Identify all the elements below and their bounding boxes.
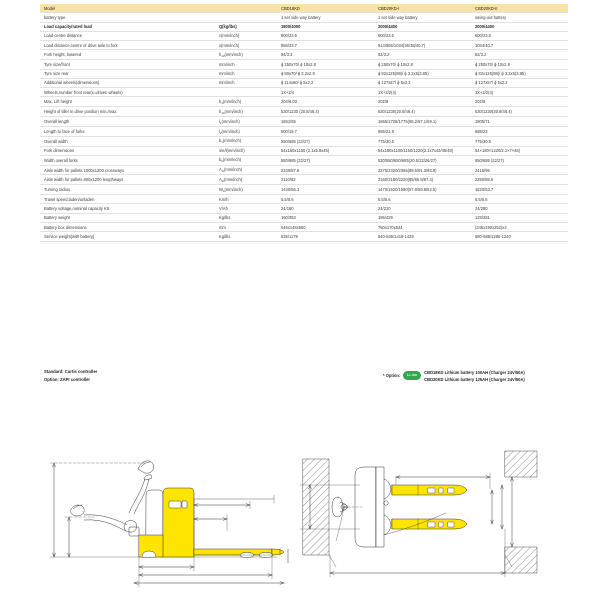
cell-cbd18kd: 600/23.6: [277, 31, 374, 40]
row-unit: $A_{st}(mm/inch)$: [215, 165, 277, 175]
row-label: Height of tiller in drive position min./max.: [40, 107, 215, 117]
cell-cbd18kd: 204/8.03: [277, 97, 374, 107]
option-controller-line: Option: ZAPI controller: [44, 376, 91, 382]
row-unit: $W_a(mm/inch)$: [215, 185, 277, 195]
row-unit: $h_{13}(mm/inch)$: [215, 50, 277, 60]
cell-cbd20kd-i: 520/550/650/685(20.5/22/26/27): [374, 155, 471, 165]
option-label: * Option:: [383, 373, 401, 378]
cell-cbd18kd: 1X+2/4: [277, 88, 374, 97]
table-row: [40, 31, 568, 40]
cell-cbd20kd-i: 600/23.6: [374, 31, 471, 40]
cell-cbd20kd-ii: 580-585/1285-1240: [471, 232, 568, 241]
cell-cbd20kd-ii: (245x190x252)x4: [471, 222, 568, 231]
row-unit: $l_1(mm/inch)$: [215, 117, 277, 127]
cell-cbd20kd-i: 2275/2320/2365(89.5/91.3/93.8): [374, 165, 471, 175]
cell-cbd18kd: 84/3.3: [277, 50, 374, 60]
table-row: [40, 165, 568, 175]
cell-cbd20kd-i: 195/429: [374, 213, 471, 222]
cell-cbd20kd-ii: 54×180×1220/2.1×7×48): [471, 146, 568, 155]
row-unit: $A_{st}(mm/inch)$: [215, 175, 277, 185]
cell-cbd18kd: 160/353: [277, 213, 374, 222]
row-label: Load capacity/rated load: [40, 22, 215, 31]
row-unit: [215, 88, 277, 97]
row-label: Battery box dimensions: [40, 222, 215, 231]
row-unit: V/Ah: [215, 204, 277, 213]
table-row: [40, 213, 568, 222]
row-label: Fork height, lowered: [40, 50, 215, 60]
cell-cbd18kd: 1430/56.3: [277, 185, 374, 195]
table-row: [40, 232, 568, 241]
cell-cbd20kd-i: 2160/2180/2220(85/85.8/87.4): [374, 175, 471, 185]
cell-cbd20kd-ii: 202/8: [471, 97, 568, 107]
cell-cbd20kd-i: 555/21.9: [374, 126, 471, 136]
cell-cbd20kd-ii: 1034/40.7: [471, 41, 568, 50]
cell-cbd20kd-i: 530/1230(20.8/48.4): [374, 107, 471, 117]
row-unit: mm/inch: [215, 60, 277, 69]
side-view-drawing: [22, 445, 322, 595]
cell-cbd18kd: 535/1179: [277, 232, 374, 241]
cell-cbd20kd-ii: 2250/88.5: [471, 175, 568, 185]
col-header-cbd18kd: CBD18KD: [277, 4, 374, 13]
cell-cbd20kd-i: 24/210: [374, 204, 471, 213]
cell-cbd20kd-ii: 530/1230(20.8/48.4): [471, 107, 568, 117]
cell-cbd20kd-i: 1470/1520/1590(57.8/59.8/62.5): [374, 185, 471, 195]
row-unit: Kg/lbs: [215, 232, 277, 241]
table-header-row: [40, 4, 568, 13]
cell-cbd18kd: ϕ 250x70/ ϕ 10x2.8: [277, 60, 374, 69]
cell-cbd18kd: ϕ 114x60/ ϕ 5x2.2: [277, 78, 374, 87]
row-label: Travel speed,laden/unladen: [40, 195, 215, 204]
cell-cbd20kd-i: 202/8: [374, 97, 471, 107]
cell-cbd18kd: 5.5/5.6: [277, 195, 374, 204]
cell-cbd20kd-i: 5.5/5.6: [374, 195, 471, 204]
row-label: Battery weight: [40, 213, 215, 222]
cell-cbd18kd: ϕ 80x70/ ϕ 3.2x2.8: [277, 69, 374, 78]
cell-cbd20kd-i: 750x170x534: [374, 222, 471, 231]
row-label: Load distance,centre of drive axle to fork: [40, 41, 215, 50]
cell-cbd18kd: 856/33.7: [277, 41, 374, 50]
cell-cbd20kd-i: 54x180x1100/1150/1220(2.1x7x43/45/48): [374, 146, 471, 155]
col-header-cbd20kd-i: CBD20KD-I: [374, 4, 471, 13]
controller-note: [44, 368, 97, 384]
side-view-svg: [22, 445, 322, 595]
row-label: Battery voltage,nominal capacity K5: [40, 204, 215, 213]
cell-cbd18kd: 1651/65: [277, 117, 374, 127]
table-row: [40, 155, 568, 165]
table-header: [40, 4, 568, 13]
cell-cbd20kd-i: 1X+2/2(4): [374, 88, 471, 97]
battery-option-lines: [424, 369, 525, 383]
table-body: [40, 13, 568, 241]
row-label: Additional wheels(dimensions): [40, 78, 215, 87]
row-unit: $b_1(mm/inch)$: [215, 136, 277, 146]
table-row: [40, 88, 568, 97]
table-row: [40, 204, 568, 213]
cell-cbd20kd-ii: 128/281: [471, 213, 568, 222]
cell-cbd20kd-ii: swing-out battery: [471, 13, 568, 22]
row-label: Wheels,number front rear(x=driven wheels): [40, 88, 215, 97]
cell-cbd20kd-ii: ϕ 250x70/ ϕ 10x2.8: [471, 60, 568, 69]
row-label: Length to face of forks: [40, 126, 215, 136]
cell-cbd18kd: 645x148x560: [277, 222, 374, 231]
table-row: [40, 136, 568, 146]
row-unit: x(mm/inch): [215, 41, 277, 50]
top-view-drawing: [300, 445, 600, 595]
row-label: Tyre size rear: [40, 69, 215, 78]
table-row: [40, 107, 568, 117]
row-unit: Km/h: [215, 195, 277, 204]
cell-cbd18kd: 24/180: [277, 204, 374, 213]
cell-cbd20kd-ii: 82/3.2: [471, 50, 568, 60]
table-row: [40, 146, 568, 155]
cell-cbd20kd-ii: 1X+2/2(4): [471, 88, 568, 97]
row-label: battery type: [40, 13, 215, 22]
col-header-cbd20kd-ii: CBD20KD-II: [471, 4, 568, 13]
row-unit: Kg/lbs: [215, 213, 277, 222]
row-unit: $h_3(mm/inch)$: [215, 97, 277, 107]
cell-cbd20kd-i: 775/30.5: [374, 136, 471, 146]
table-row: [40, 222, 568, 231]
li-ion-badge: Li-ion: [403, 371, 421, 380]
col-header-model: Model: [40, 4, 215, 13]
cell-cbd18kd: 54x150x1150 (2.1x5.9x45): [277, 146, 374, 155]
cell-cbd20kd-i: 1 set side way battery: [374, 13, 471, 22]
table-row: [40, 97, 568, 107]
row-label: Load centre distance: [40, 31, 215, 40]
cell-cbd20kd-i: ϕ 127x57/ ϕ 5x2.2: [374, 78, 471, 87]
row-label: Turning radius: [40, 185, 215, 195]
row-unit: $l_2(mm/inch)$: [215, 126, 277, 136]
cell-cbd18kd: 530/1230 (20.8/48.4): [277, 107, 374, 117]
table-row: [40, 60, 568, 69]
cell-cbd20kd-ii: 24/280: [471, 204, 568, 213]
cell-cbd20kd-ii: 2000/4400: [471, 22, 568, 31]
cell-cbd20kd-i: ϕ 82x125(98)/ ϕ 3.2x5(3.85): [374, 69, 471, 78]
specification-table: [40, 4, 568, 242]
row-unit: mm/inch: [215, 69, 277, 78]
cell-cbd20kd-i: ϕ 250x70/ ϕ 10x2.8: [374, 60, 471, 69]
row-label: Aisle width for pallets 800x1200 lengthways: [40, 175, 215, 185]
col-header-unit: [215, 4, 277, 13]
cell-cbd20kd-ii: 775/30.5: [471, 136, 568, 146]
table-row: [40, 50, 568, 60]
table-row: [40, 13, 568, 22]
row-label: Tyre size/front: [40, 60, 215, 69]
cell-cbd20kd-ii: ϕ 127x57/ ϕ 5x2.2: [471, 78, 568, 87]
cell-cbd18kd: 1800/4000: [277, 22, 374, 31]
standard-controller-line: Standard: Curtis controller: [44, 369, 98, 374]
cell-cbd20kd-ii: ϕ 82x125(98)/ ϕ 3.2x5(3.85): [471, 69, 568, 78]
row-label: Overall width: [40, 136, 215, 146]
cell-cbd18kd: 500/19.7: [277, 126, 374, 136]
row-unit: s/e/l(mm/inch): [215, 146, 277, 155]
lithium-battery-option-note: [383, 369, 525, 383]
table-row: [40, 195, 568, 204]
table-row: [40, 69, 568, 78]
battery-option-line-2: CBD20KD Lithium battery 125AH (Charger 24V/50A): [424, 377, 525, 383]
cell-cbd20kd-ii: 585/23: [471, 126, 568, 136]
row-unit: $h_{14}(mm/inch)$: [215, 107, 277, 117]
row-unit: [215, 13, 277, 22]
table-row: [40, 78, 568, 87]
row-label: Service weight(with battery): [40, 232, 215, 241]
table-row: [40, 41, 568, 50]
row-unit: $b_5(mm/inch)$: [215, 155, 277, 165]
cell-cbd18kd: 550/685 (22/27): [277, 136, 374, 146]
table-row: [40, 126, 568, 136]
cell-cbd20kd-i: 1655/1708/1775(65.2/67.1/69.1): [374, 117, 471, 127]
table-row: [40, 117, 568, 127]
cell-cbd18kd: 550/685 (22/27): [277, 155, 374, 165]
row-unit: mm: [215, 222, 277, 231]
cell-cbd20kd-ii: 5.5/5.6: [471, 195, 568, 204]
cell-cbd20kd-ii: 1620/63.7: [471, 185, 568, 195]
row-unit: c(mm/inch): [215, 31, 277, 40]
cell-cbd20kd-i: 914/965/1034(36/38/40.7): [374, 41, 471, 50]
cell-cbd18kd: 1 set side way battery: [277, 13, 374, 22]
row-label: Width overall forks: [40, 155, 215, 165]
cell-cbd20kd-ii: 1805/71: [471, 117, 568, 127]
cell-cbd20kd-i: 82/3.2: [374, 50, 471, 60]
row-label: Aisle width for pallets 1000x1200 crossways: [40, 165, 215, 175]
row-label: Overall length: [40, 117, 215, 127]
row-unit: Q(kg/lbs): [215, 22, 277, 31]
cell-cbd20kd-ii: 600/23.6: [471, 31, 568, 40]
cell-cbd20kd-i: 840-845/1418-1429: [374, 232, 471, 241]
cell-cbd20kd-i: 2000/4400: [374, 22, 471, 31]
cell-cbd18kd: 2110/83: [277, 175, 374, 185]
cell-cbd18kd: 2230/87.8: [277, 165, 374, 175]
table-row: [40, 22, 568, 31]
specification-table-container: [40, 4, 568, 242]
cell-cbd20kd-ii: 2415/95: [471, 165, 568, 175]
row-label: Max. Lift height: [40, 97, 215, 107]
top-view-svg: [300, 445, 600, 595]
cell-cbd20kd-ii: 550/685 (22/27): [471, 155, 568, 165]
table-row: [40, 185, 568, 195]
row-unit: mm/inch: [215, 78, 277, 87]
table-row: [40, 175, 568, 185]
row-label: Fork dimensions: [40, 146, 215, 155]
battery-option-line-1: CBD18KD Lithium battery 100AH (Charger 24V/50A): [424, 370, 525, 375]
